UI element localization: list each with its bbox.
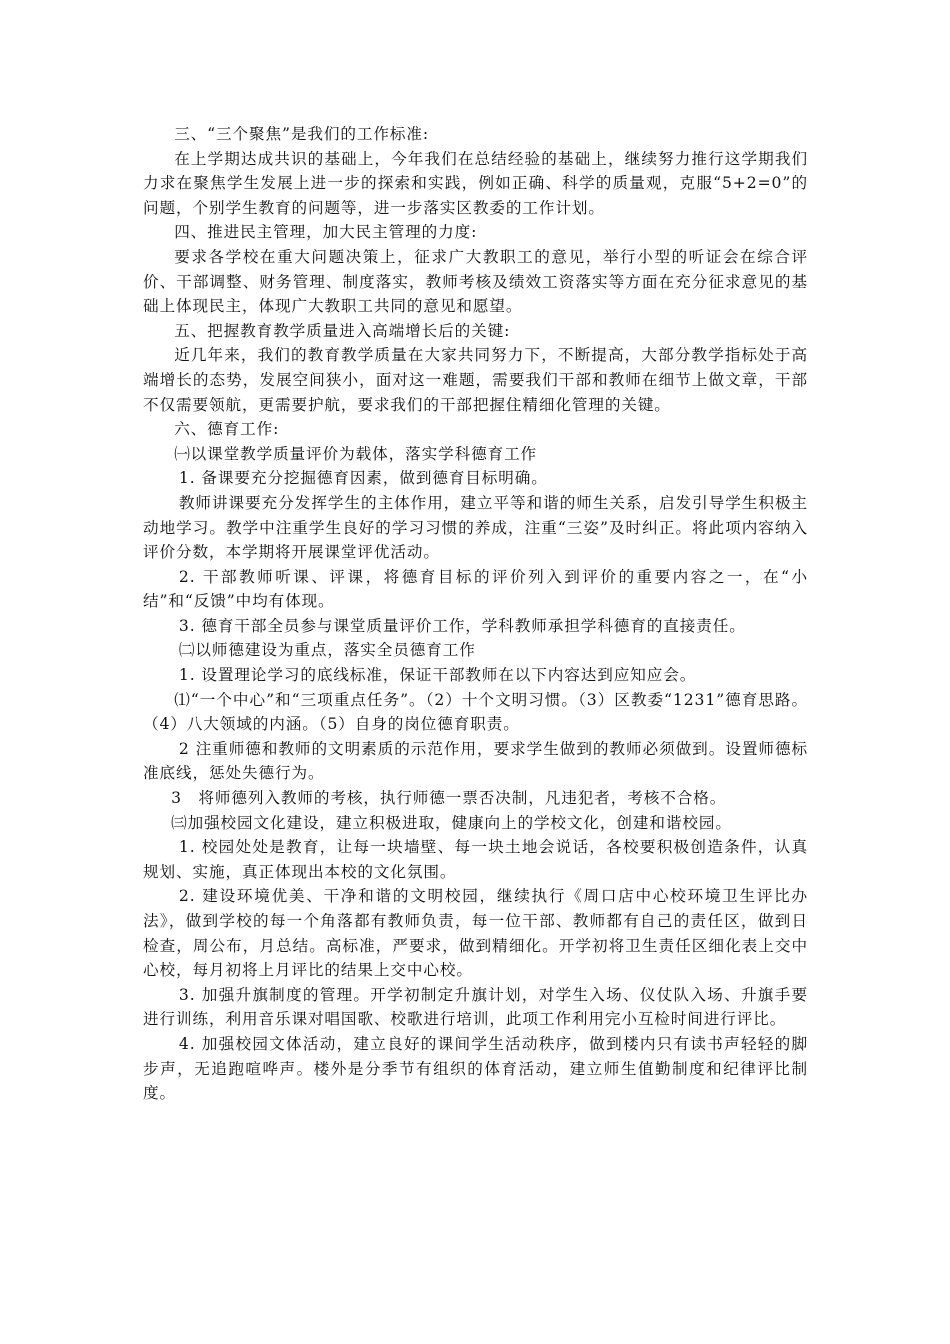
paragraph-s1_1: 1. 备课要充分挖掘德育因素，做到德育目标明确。 [178,469,548,488]
paragraph-s2_3: 3 将师德列入教师的考核，执行师德一票否决制，凡违犯者，考核不合格。 [171,789,727,808]
paragraph-p3: 在上学期达成共识的基础上，今年我们在总结经验的基础上，继续努力推行这学期我们力求在聚焦学生发展上进一步的探索和实践，例如正确、科学的质量观，克服“5+2=0”的问题，个别学生教育的问题等，进一步落实区教委的工作计划。 [143,149,808,217]
section-heading-h5: 五、把握教育教学质量进入高端增长后的关键: [174,321,511,340]
paragraph-s3_3: 3. 加强升旗制度的管理。开学初制定升旗计划，对学生入场、仪仗队入场、升旗手要进行训练，利用音乐课对唱国歌、校歌进行培训，此项工作利用完小互检时间进行评比。 [143,985,808,1029]
paragraph-s2_2: 2 注重师德和教师的文明素质的示范作用，要求学生做到的教师必须做到。设置师德标准底线，惩处失德行为。 [143,739,808,783]
paragraph-s2: ㈡以师德建设为重点，落实全员德育工作 [178,641,476,660]
paragraph-s1: ㈠以课堂教学质量评价为载体，落实学科德育工作 [174,444,538,463]
section-heading-h3: 三、“三个聚焦”是我们的工作标准: [174,125,429,143]
paragraph-s2_1: 1. 设置理论学习的底线标准，保证干部教师在以下内容达到应知应会。 [178,666,697,685]
paragraph-s1_3: 3. 德育干部全员参与课堂质量评价工作，学科教师承担学科德育的直接责任。 [178,616,746,635]
section-heading-h4: 四、推进民主管理，加大民主管理的力度: [174,223,478,242]
paragraph-s1_2: 2. 干部教师听课、评课，将德育目标的评价列入到评价的重要内容之一，在“小结”和“反馈”中均有体现。 [143,567,808,611]
paragraph-s3_4: 4. 加强校园文体活动，建立良好的课间学生活动秩序，做到楼内只有读书声轻轻的脚步声，无追跑喧哗声。楼外是分季节有组织的体育活动，建立师生值勤制度和纪律评比制度。 [143,1034,808,1103]
paragraph-s3_2: 2. 建设环境优美、干净和谐的文明校园，继续执行《周口店中心校环境卫生评比办法》，做到学校的每一个角落都有教师负责，每一位干部、教师都有自己的责任区，做到日检查，周公布，月总结。高标准，严要求，做到精细化。开学初将卫生责任区细化表上交中心校，每月初将上月评比的结果上交中心校。 [143,887,808,980]
section-heading-h6: 六、德育工作: [174,420,280,439]
paragraph-s3: ㈢加强校园文化建设，建立积极进取，健康向上的学校文化，创建和谐校园。 [171,813,732,832]
paragraph-p5: 近几年来，我们的教育教学质量在大家共同努力下，不断提高，大部分教学指标处于高端增长的态势，发展空间狭小，面对这一难题，需要我们干部和教师在细节上做文章，干部不仅需要领航，更需要护航，要求我们的干部把握住精细化管理的关键。 [143,346,808,414]
paragraph-p4: 要求各学校在重大问题决策上，征求广大教职工的意见，举行小型的听证会在综合评价、干部调整、财务管理、制度落实，教师考核及绩效工资落实等方面在充分征求意见的基础上体现民主，体现广大教职工共同的意见和愿望。 [143,247,808,316]
document-body [143,122,808,1106]
paragraph-s2_1a: ⑴“一个中心”和“三项重点任务”。（2）十个文明习惯。（3）区教委“1231”德育思路。（4）八大领域的内涵。（5）自身的岗位德育职责。 [143,690,808,734]
paragraph-s3_1: 1. 校园处处是教育，让每一块墙壁、每一块土地会说话，各校要积极创造条件，认真规划、实施，真正体现出本校的文化氛围。 [143,838,808,881]
paragraph-s1_1b: 教师讲课要充分发挥学生的主体作用，建立平等和谐的师生关系，启发引导学生积极主动地学习。教学中注重学生良好的学习习惯的养成，注重“三姿”及时纠正。将此项内容纳入评价分数，本学期将开展课堂评优活动。 [143,493,808,562]
